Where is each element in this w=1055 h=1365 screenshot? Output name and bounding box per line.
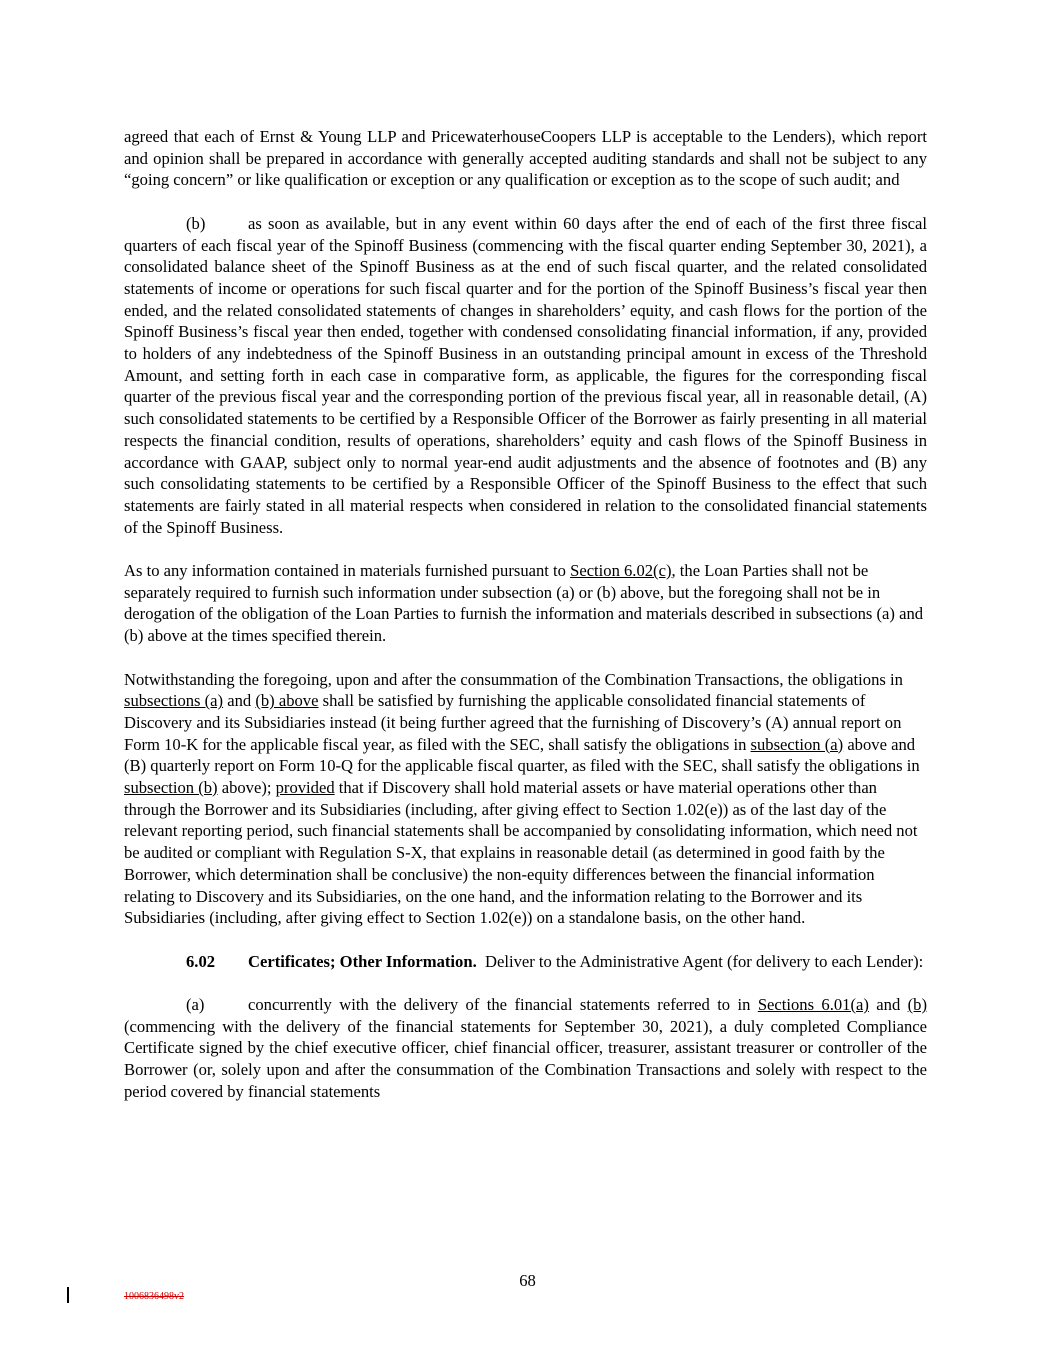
page-number: 68 — [519, 1271, 536, 1290]
text-run: , the Loan Parties shall not be separately required to furnish such information under subsection (a) or (b) above, but the foregoing shall not be in derogation of the obligation of the Loan Parties to furnish the information and materials described in subsections (a) and (b) above at the times specified therein. — [124, 561, 924, 646]
text-run: above and (B) quarterly report on Form 10-Q for the applicable fiscal quarter, as filed with the SEC, shall satisfy the obligations in — [124, 734, 920, 776]
text-run: (commencing with the delivery of the financial statements for September 30, 2021), a duly completed Compliance Certificate signed by the chief executive officer, chief financial officer, treasurer, assistant treasurer or controller of the Borrower (or, solely upon and after the consummation of the Combination Transactions and solely with respect to the period covered by financial statements — [124, 1016, 927, 1101]
paragraph-a-compliance-certificate — [124, 994, 927, 1103]
subsection-reference-link[interactable]: subsections (a) — [124, 691, 224, 711]
text-run: and — [223, 691, 256, 711]
section-reference-link[interactable]: Sections 6.01(a) — [757, 995, 869, 1015]
subsection-reference-link[interactable]: subsection (a) — [750, 734, 844, 754]
text-run: concurrently with the delivery of the financial statements referred to in — [248, 995, 758, 1015]
section-intro-text: Deliver to the Administrative Agent (for delivery to each Lender): — [485, 951, 924, 971]
text-run: above); — [217, 778, 276, 798]
text-run: Notwithstanding the foregoing, upon and after the consummation of the Combination Transactions, the obligations in — [124, 669, 903, 689]
text-run: shall be satisfied by furnishing the applicable consolidated financial statements of Discovery and its Subsidiaries instead (it being further agreed that the furnishing of Discovery’s (A) annual report on Form 10-K for the applicable fiscal year, as filed with the SEC, shall satisfy the obligations in — [124, 691, 902, 754]
document-body — [124, 126, 927, 1103]
subsection-reference-link[interactable]: subsection (b) — [124, 778, 218, 798]
text-run: As to any information contained in materials furnished pursuant to — [124, 561, 571, 581]
section-number: 6.02 — [186, 951, 216, 971]
section-reference-link[interactable]: Section 6.02(c) — [570, 561, 672, 581]
document-id: 1006836498v2 — [124, 1291, 184, 1302]
text-run: and — [868, 995, 908, 1015]
paragraph-b-label: (b) — [186, 213, 206, 233]
paragraph-b-text: as soon as available, but in any event within 60 days after the end of each of the first three fiscal quarters of each fiscal year of the Spinoff Business (commencing with the fiscal quarter ending September 30, 2021), a consolidated balance sheet of the Spinoff Business as at the end of such fiscal quarter, and the related consolidated statements of income or operations for such fiscal quarter and for the portion of the Spinoff Business’s fiscal year then ended, and the related consolidated statements of changes in shareholders’ equity, and cash flows for the portion of the Spinoff Business’s fiscal year then ended, together with condensed consolidating financial information, if any, provided to holders of any indebtedness of the Spinoff Business in an outstanding principal amount in excess of the Threshold Amount, and setting forth in each case in comparative form, as applicable, the figures for the corresponding fiscal quarter of the previous fiscal year and the corresponding portion of the previous fiscal year, all in reasonable detail, (A) such consolidated statements to be certified by a Responsible Officer of the Borrower as fairly presenting in all material respects the financial condition, results of operations, shareholders’ equity and cash flows of the Spinoff Business in accordance with GAAP, subject only to normal year-end audit adjustments and the absence of footnotes and (B) any such consolidating statements to be certified by a Responsible Officer of the Spinoff Business to the effect that such statements are fairly stated in all material respects when considered in relation to the consolidated financial statements of the Spinoff Business. — [124, 213, 927, 537]
provided-term: provided — [275, 778, 335, 798]
paragraph-audit-continuation: agreed that each of Ernst & Young LLP and PricewaterhouseCoopers LLP is acceptable to the Lenders), which report and opinion shall be prepared in accordance with generally accepted auditing standards and shall not be subject to any “going concern” or like qualification or exception or any qualification or exception as to the scope of such audit; and — [124, 127, 927, 190]
section-title: Certificates; Other Information. — [248, 951, 477, 971]
paragraph-notwithstanding — [124, 669, 927, 929]
subsection-reference-link[interactable]: (b) above — [255, 691, 319, 711]
section-6-02-heading — [124, 951, 927, 973]
revision-change-bar — [67, 1287, 69, 1303]
paragraph-a-label: (a) — [186, 995, 205, 1015]
text-run: that if Discovery shall hold material assets or have material operations other than through the Borrower and its Subsidiaries (including, after giving effect to Section 1.02(e)) as of the last day of the relevant reporting period, such financial statements shall be accompanied by consolidating information, which need not be audited or compliant with Regulation S-X, that explains in reasonable detail (as determined in good faith by the Borrower, which determination shall be conclusive) the non-equity differences between the financial information relating to Discovery and its Subsidiaries, on the one hand, and the information relating to the Borrower and its Subsidiaries (including, after giving effect to Section 1.02(e)) on a standalone basis, on the other hand. — [124, 778, 918, 928]
paragraph-b-quarterly-statements — [124, 213, 927, 539]
paragraph-information-furnished — [124, 560, 927, 647]
section-reference-link[interactable]: (b) — [907, 995, 928, 1015]
